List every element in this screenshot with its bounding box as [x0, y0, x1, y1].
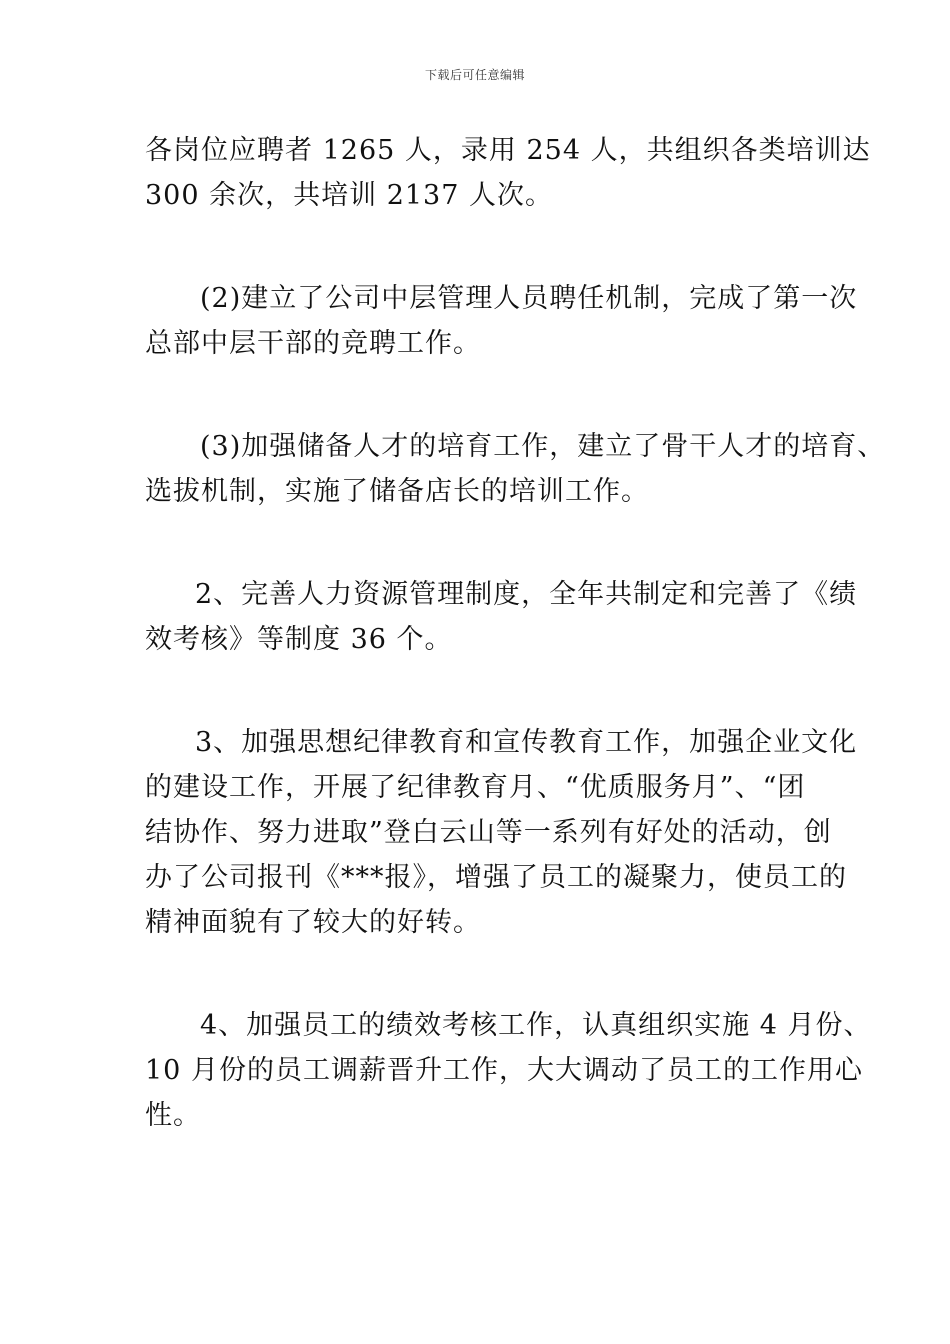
- paragraph-line: (2)建立了公司中层管理人员聘任机制，完成了第一次: [200, 283, 858, 314]
- paragraph-item-2: [145, 276, 858, 366]
- page-header: 下载后可任意编辑: [424, 68, 525, 82]
- paragraph-line: 4、加强员工的绩效考核工作，认真组织实施 4 月份、: [200, 1010, 872, 1041]
- paragraph-line: 性。: [145, 1100, 201, 1131]
- document-body: [145, 128, 886, 1196]
- paragraph-section-4: [145, 1003, 872, 1138]
- paragraph-line: 结协作、努力进取”登白云山等一系列有好处的活动，创: [145, 817, 832, 848]
- paragraph-line: 各岗位应聘者 1265 人，录用 254 人，共组织各类培训达: [145, 135, 871, 166]
- paragraph-line: 选拔机制，实施了储备店长的培训工作。: [145, 476, 649, 507]
- paragraph-line: 2、完善人力资源管理制度，全年共制定和完善了《绩: [195, 579, 858, 610]
- paragraph-line: 的建设工作，开展了纪律教育月、“优质服务月”、“团: [145, 772, 806, 803]
- paragraph-line: 3、加强思想纪律教育和宣传教育工作，加强企业文化: [195, 727, 858, 758]
- paragraph-line: 300 余次，共培训 2137 人次。: [145, 180, 553, 211]
- paragraph-line: 10 月份的员工调薪晋升工作，大大调动了员工的工作用心: [145, 1055, 863, 1086]
- paragraph-section-3: [145, 720, 858, 945]
- paragraph-item-3: [145, 424, 886, 514]
- paragraph-line: (3)加强储备人才的培育工作，建立了骨干人才的培育、: [200, 431, 886, 462]
- paragraph-section-2: [145, 572, 858, 662]
- paragraph-line: 办了公司报刊《***报》，增强了员工的凝聚力，使员工的: [145, 862, 847, 893]
- paragraph-line: 效考核》等制度 36 个。: [145, 624, 453, 655]
- paragraph-line: 精神面貌有了较大的好转。: [145, 907, 481, 938]
- paragraph-recruitment-summary: [145, 128, 871, 218]
- paragraph-line: 总部中层干部的竞聘工作。: [145, 328, 481, 359]
